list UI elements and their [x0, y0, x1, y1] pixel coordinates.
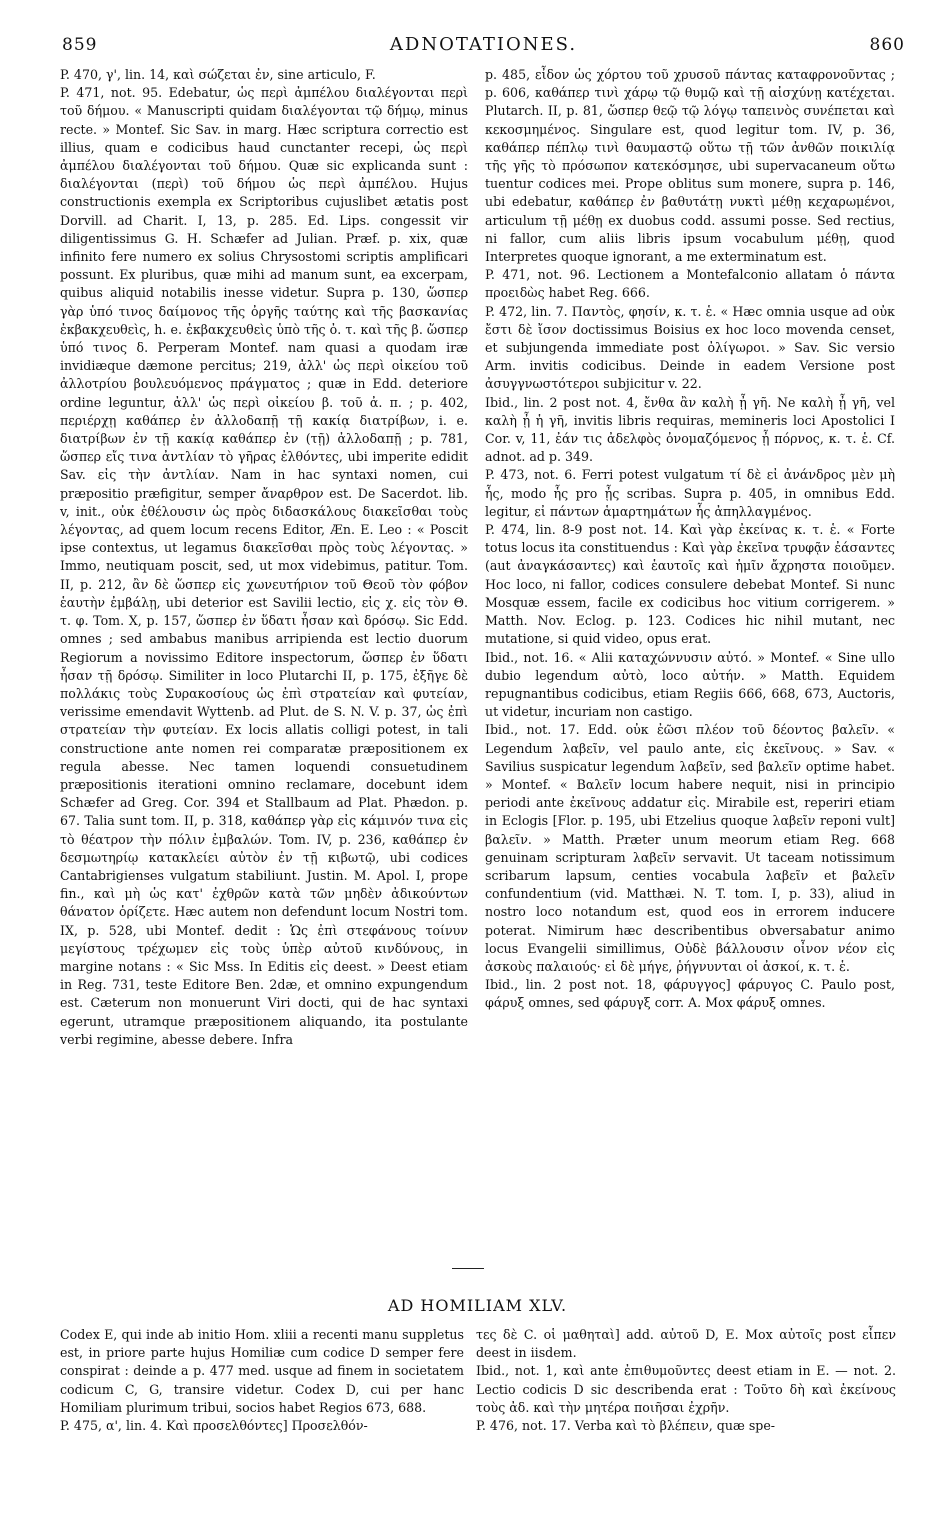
paragraph: Ibid., not. 17. Edd. οὐκ ἐῶσι πλέον τοῦ δέοντος βαλεῖν. « Legendum λαβεῖν, vel paulo ante, εἰς ἐκεῖνους. » Sav. « Savilius suspicatur legendum λαβεῖν, sed βαλεῖν optime habet. » Montef. « Βαλεῖν locum habere nequit, nisi in principio periodi ante ἐκεῖνους addatur εἰς. Mirabile est, reperiri etiam in Eclogis [Flor. p. 195, ubi Etzelius quoque λαβεῖν reponi vult] βαλεῖν. » Matth. Præter unum meorum etiam Reg. 668 genuinam scripturam λαβεῖν servavit. Ut taceam notissimum scribarum lapsum, centies vocabula λαβεῖν et βαλεῖν confundentium (vid. Matthæi. N. T. tom. I, p. 33), aliud in nostro loco notandum est, quod eos in errorem inducere poterat. Nimirum hæc describentibus obversabatur animo locus Evangelii simillimus, Οὐδὲ βάλλουσιν οἶνον νέον εἰς ἀσκοὺς παλαιούς· εἰ δὲ μήγε, ῥήγνυνται οἱ ἀσκοί, κ. τ. ἑ. [485, 722, 895, 974]
paragraph: Codex E, qui inde ab initio Hom. xliii a recenti manu suppletus est, in priore parte hujus Homiliæ cum codice D semper fere conspirat : deinde a p. 477 med. usque ad finem in societatem codicum C, G, transire videtur. Codex D, cui per hanc Homiliam plurimum tribui, socios habet Regios 673, 688. [60, 1327, 464, 1415]
paragraph: P. 472, lin. 7. Παντὸς, φησίν, κ. τ. ἑ. « Hæc omnia usque ad οὐκ ἔστι δὲ ἴσον doctissimus Boisius ex hoc loco movenda censet, et subjungenda immediate post ὀλίγωροι. » Sav. Sic versio Arm. invitis codicibus. Deinde in eadem Versione post ἀσυγγνωστότεροι subjicitur v. 22. [485, 303, 895, 392]
bottom-right-column [476, 1326, 896, 1435]
paragraph: p. 485, εἶδον ὡς χόρτου τοῦ χρυσοῦ πάντας καταφρονοῦντας ; p. 606, καθάπερ τινὶ χάρῳ τῷ θυμῷ καὶ τῇ αἰσχύνῃ κατέχεται. Plutarch. II, p. 81, ὥσπερ θεῷ τῷ λόγῳ ταπεινὸς συνέπεται καὶ κεκοσμημένος. Singulare est, quod legitur tom. IV, p. 36, καθάπερ πέπλῳ τινὶ θαυμαστῷ οὕτω τῇ τῶν ἀνθῶν ποικιλίᾳ τῆς γῆς τὸ πρόσωπον κατεκόσμησε, ubi supervacaneum οὕτω tuentur codices mei. Prope oblitus sum monere, supra p. 146, ubi edebatur, καθάπερ ἐν βαθυτάτῃ νυκτὶ μέθῃ κεχαρωμένοι, articulum τῇ μέθῃ ex duobus codd. assumi posse. Sed rectius, ni fallor, cum aliis libris ipsum vocabulum μέθῃ, quod Interpretes quoque ignorant, a me exterminatum est. [485, 67, 895, 265]
paragraph: τες δὲ C. οἱ μαθηταὶ] add. αὐτοῦ D, E. Mox αὐτοῖς post εἶπεν deest in iisdem. [476, 1327, 896, 1361]
running-title: ADNOTATIONES. [389, 34, 578, 55]
paragraph: P. 471, not. 95. Edebatur, ὡς περὶ ἀμπέλου διαλέγονται περὶ τοῦ δήμου. « Manuscripti quidam διαλέγονται τῷ δήμῳ, minus recte. » Montef. Sic Sav. in marg. Hæc scriptura correctio est illius, quam e codicibus haud cunctanter recepi, ὡς περὶ ἀμπέλου διαλέγονται τοῦ δήμου. Quæ sic explicanda sunt : διαλέγονται (περὶ) τοῦ δήμου ὡς περὶ ἀμπέλου. Hujus constructionis exempla ex Scriptoribus cujuslibet ætatis post Dorvill. ad Charit. I, 13, p. 285. Ed. Lips. congessit vir diligentissimus G. H. Schæfer ad Julian. Præf. p. xix, quæ infinito fere numero ex solius Chrysostomi scriptis amplificari possunt. Ex pluribus, quæ mihi ad manum sunt, ea excerpam, quibus aliquid notabilis inesse videtur. Supra p. 130, ὥσπερ γὰρ ὑπό τινος δαίμονος τῆς ὀργῆς ταύτης καὶ τῆς βασκανίας ἐκβακχευθεὶς, h. e. ἐκβακχευθεὶς ὑπὸ τῆς ὀ. τ. καὶ τῆς β. ὥσπερ ὑπό τινος δ. Perperam Montef. nam quasi a quodam iræ invidiæque dæmone percitus; 219, ἀλλ' ὡς περὶ οἰκείου τοῦ ἀλλοτρίου βουλευόμενος πράγματος ; quæ in Edd. deteriore ordine leguntur, ἀλλ' ὡς περὶ οἰκείου β. τοῦ ἀ. π. ; p. 402, περιέρχῃ καθάπερ ἐν ἀλλοδαπῇ τῇ κακίᾳ διατρίβων, i. e. διατρίβων ἐν τῇ κακίᾳ καθάπερ ἐν (τῇ) ἀλλοδαπῇ ; p. 781, ὥσπερ εἴς τινα ἀντλίαν τὸ γῆρας ἐλθόντες, ubi imperite edidit Sav. εἰς τὴν ἀντλίαν. Nam in hac syntaxi nomen, cui præpositio præfigitur, semper ἄναρθρον est. De Sacerdot. lib. v, init., οὐκ ἐθέλουσιν ὡς πρὸς διδασκάλους διακεῖσθαι τοὺς λέγοντας, ad quem locum recens Editor, Æn. E. Leo : « Poscit ipse contextus, ut legamus διακεῖσθαι πρὸς τοὺς λέγοντας. » Immo, neutiquam poscit, sed, ut mox videbimus, patitur. Tom. II, p. 212, ἂν δὲ ὥσπερ εἰς χωνευτήριον τοῦ Θεοῦ τὸν φόβον ἑαυτὴν ἐμβάλῃ, ubi deterior est Savilii lectio, εἰς χ. εἰς τὸν Θ. τ. φ. Tom. X, p. 157, ὥσπερ ἐν ὕδατι ἦσαν καὶ δρόσῳ. Sic Edd. omnes ; sed ambabus manibus arripienda est lectio duorum Regiorum a novissimo Editore inspectorum, ὥσπερ ἐν ὕδατι ἦσαν τῇ δρόσῳ. Similiter in loco Plutarchi II, p. 175, ἐξῆγε δὲ πολλάκις τοὺς Συρακοσίους ὡς ἐπὶ στρατείαν καὶ φυτείαν, verissime emendavit Wyttenb. ad Plut. de S. N. V. p. 37, ὡς ἐπὶ στρατείαν τὴν φυτείαν. Ex locis allatis colligi potest, in tali constructione ante nomen rei comparatæ præpositionem ex regula abesse. Nec tamen loquendi consuetudinem præpositionis iterationi omnino reclamare, docebunt idem Schæfer ad Greg. Cor. 394 et Stallbaum ad Plat. Phædon. p. 67. Talia sunt tom. II, p. 318, καθάπερ γὰρ εἰς κάμινόν τινα εἰς τὸ θέατρον τὴν πόλιν ἐμβαλών. Tom. IV, p. 236, καθάπερ ἐν δεσμωτηρίῳ κατακλείει αὐτὸν ἐν τῇ κιβωτῷ, ubi codices Cantabrigienses vulgatum stabiliunt. Justin. M. Apol. I, prope fin., καὶ μὴ ὡς κατ' ἐχθρῶν κατὰ τῶν μηδὲν ἀδικούντων θάνατον ὁρίζετε. Hæc autem non defendunt locum Nostri tom. IX, p. 528, ubi Montef. dedit : Ὡς ἐπὶ στεφάνους τοίνυν μεγίστους τρέχωμεν εἰς τοὺς ὑπὲρ αὐτοῦ κινδύνους, in margine notans : « Sic Mss. In Editis εἰς deest. » Deest etiam in Reg. 731, teste Editore Ben. 2dæ, et omnino expungendum est. Cæterum non monuerunt Viri docti, qui de hac syntaxi egerunt, utramque præpositionem aliquando, ita postulante verbi regimine, abesse debere. Infra [60, 85, 468, 1047]
paragraph: Ibid., lin. 2 post not. 18, φάρυγγος] φάρυγος C. Paulo post, φάρυξ omnes, sed φάρυγξ corr. A. Mox φάρυξ omnes. [485, 977, 895, 1011]
page-number-left: 859 [62, 35, 98, 55]
page-number-right: 860 [869, 35, 905, 55]
paragraph: P. 473, not. 6. Ferri potest vulgatum τί δὲ εἰ ἀνάνδρος μὲν μὴ ἧς, modo ἧς pro ᾖς scribas. Supra p. 405, in omnibus Edd. legitur, εἰ πάντων ἁμαρτημάτων ἧς ἀπηλλαγμένος. [485, 467, 895, 519]
paragraph: P. 471, not. 96. Lectionem a Montefalconio allatam ὁ πάντα προειδὼς habet Reg. 666. [485, 267, 895, 301]
page-header [62, 34, 905, 58]
paragraph: P. 474, lin. 8-9 post not. 14. Καὶ γὰρ ἐκείνας κ. τ. ἑ. « Forte totus locus ita constituendus : Καὶ γὰρ ἐκεῖνα τρυφᾷν ἐάσαντες (aut ἀναγκάσαντες) καὶ ἑαυτοῖς καὶ ἡμῖν ἄχρηστα ποιοῦμεν. Hoc loco, ni fallor, codices consulere debebat Montef. Si nunc Mosquæ essem, facile ex codicibus hoc vitium corrigerem. » Matth. Nov. Eclog. p. 123. Codices hic nihil mutant, nec mutatione, si quid video, opus erat. [485, 522, 895, 647]
left-column [60, 66, 468, 1049]
paragraph: P. 470, γ', lin. 14, καὶ σώζεται ἐν, sine articulo, F. [60, 67, 376, 82]
paragraph: Ibid., not. 1, καὶ ante ἐπιθυμοῦντες deest etiam in E. — not. 2. Lectio codicis D sic describenda erat : Τοῦτο δὴ καὶ ἐκείνους τοὺς ἀδ. καὶ τὴν μητέρα ποιῆσαι ἐχρῆν. [476, 1363, 896, 1415]
paragraph: Ibid., lin. 2 post not. 4, ἔνθα ἂν καλὴ ᾖ γῆ. Ne καλὴ ᾖ γῆ, vel καλὴ ᾖ ἡ γῆ, invitis libris requiras, memineris loci Apostolici I Cor. v, 11, ἐάν τις ἀδελφὸς ὀνομαζόμενος ᾖ πόρνος, κ. τ. ἑ. Cf. adnot. ad p. 349. [485, 394, 895, 465]
section-title: AD HOMILIAM XLV. [387, 1296, 568, 1315]
section-divider [452, 1268, 484, 1269]
paragraph: Ibid., not. 16. « Alii καταχώννυσιν αὐτό. » Montef. « Sine ullo dubio legendum αὐτὸ, loco αὐτήν. » Matth. Equidem repugnantibus codicibus, etiam Regiis 666, 668, 673, Auctoris, ut videtur, incuriam non castigo. [485, 649, 895, 720]
paragraph: P. 475, α', lin. 4. Καὶ προσελθόντες] Προσελθόν- [60, 1418, 368, 1434]
right-column [485, 66, 895, 1013]
bottom-left-column [60, 1326, 464, 1435]
paragraph: P. 476, not. 17. Verba καὶ τὸ βλέπειν, quæ spe- [476, 1418, 776, 1434]
